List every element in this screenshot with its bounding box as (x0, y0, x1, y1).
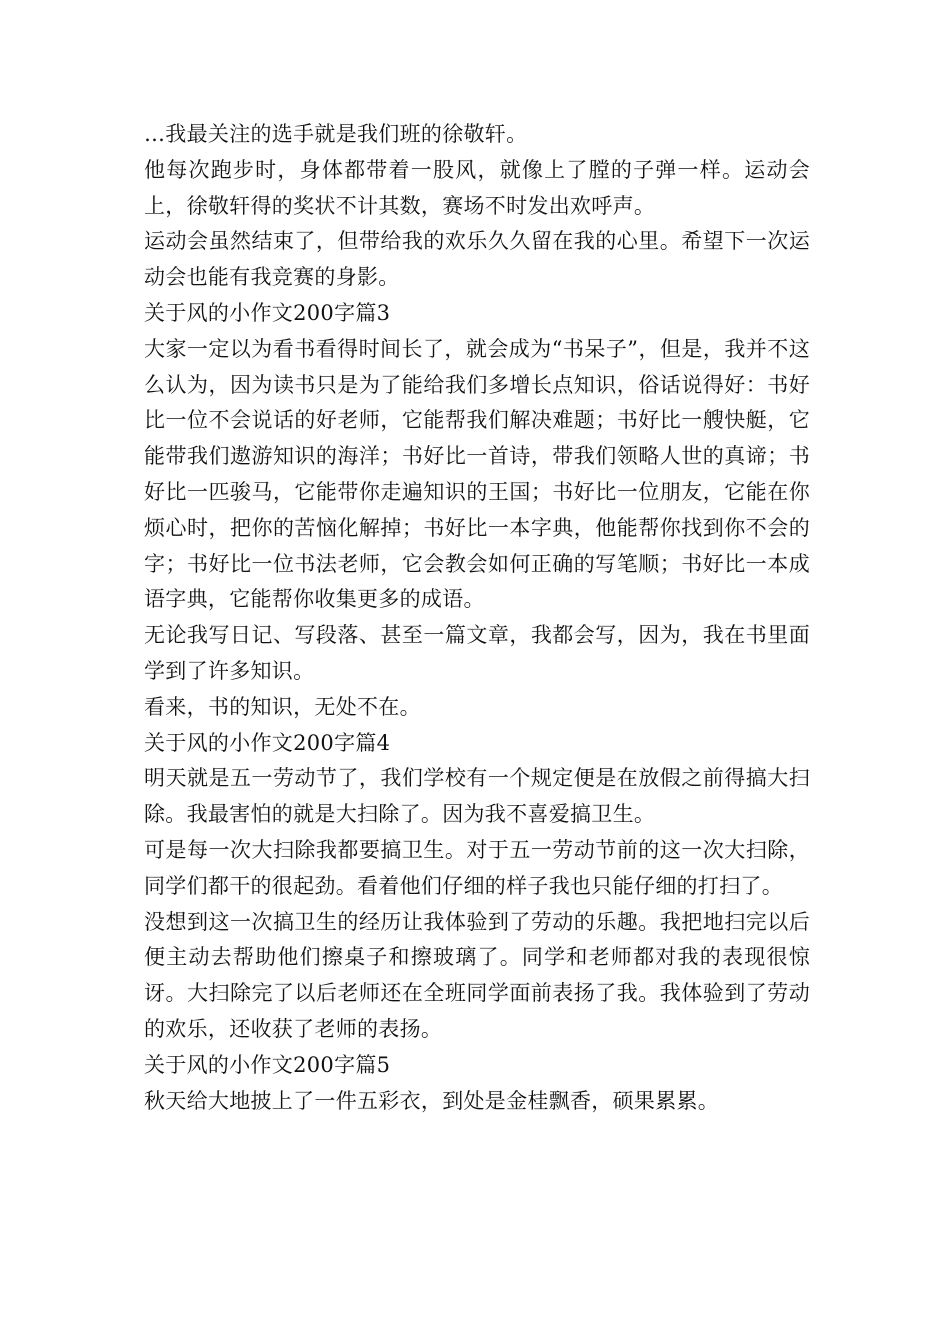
paragraph-8: 可是每一次大扫除我都要搞卫生。对于五一劳动节前的这一次大扫除，同学们都干的很起劲。看着他们仔细的样子我也只能仔细的打扫了。 (144, 837, 810, 898)
section-heading-5: 关于风的小作文200字篇5 (144, 1052, 391, 1077)
paragraph-1: …我最关注的选手就是我们班的徐敬轩。 (144, 122, 528, 146)
document-body (144, 117, 810, 1119)
section-heading-3: 关于风的小作文200字篇3 (144, 300, 391, 325)
paragraph-3: 运动会虽然结束了，但带给我的欢乐久久留在我的心里。希望下一次运动会也能有我竞赛的身影。 (144, 229, 810, 290)
paragraph-9: 没想到这一次搞卫生的经历让我体验到了劳动的乐趣。我把地扫完以后便主动去帮助他们擦桌子和擦玻璃了。同学和老师都对我的表现很惊讶。大扫除完了以后老师还在全班同学面前表扬了我。我体验到了劳动的欢乐，还收获了老师的表扬。 (144, 909, 810, 1041)
paragraph-6: 看来，书的知识，无处不在。 (144, 694, 421, 719)
paragraph-5: 无论我写日记、写段落、甚至一篇文章，我都会写，因为，我在书里面学到了许多知识。 (144, 623, 810, 683)
paragraph-2: 他每次跑步时，身体都带着一股风，就像上了膛的子弹一样。运动会上，徐敬轩得的奖状不计其数，赛场不时发出欢呼声。 (144, 157, 810, 218)
paragraph-7: 明天就是五一劳动节了，我们学校有一个规定便是在放假之前得搞大扫除。我最害怕的就是大扫除了。因为我不喜爱搞卫生。 (144, 766, 810, 827)
section-heading-4: 关于风的小作文200字篇4 (144, 730, 391, 755)
paragraph-10: 秋天给大地披上了一件五彩衣，到处是金桂飘香，硕果累累。 (144, 1088, 720, 1113)
paragraph-4: 大家一定以为看书看得时间长了，就会成为“书呆子”，但是，我并不这么认为，因为读书只是为了能给我们多增长点知识，俗话说得好：书好比一位不会说话的好老师，它能帮我们解决难题；书好比一艘快艇，它能带我们遨游知识的海洋；书好比一首诗，带我们领略人世的真谛；书好比一匹骏马，它能带你走遍知识的王国；书好比一位朋友，它能在你烦心时，把你的苦恼化解掉；书好比一本字典，他能帮你找到你不会的字；书好比一位书法老师，它会教会如何正确的写笔顺；书好比一本成语字典，它能帮你收集更多的成语。 (144, 336, 810, 612)
